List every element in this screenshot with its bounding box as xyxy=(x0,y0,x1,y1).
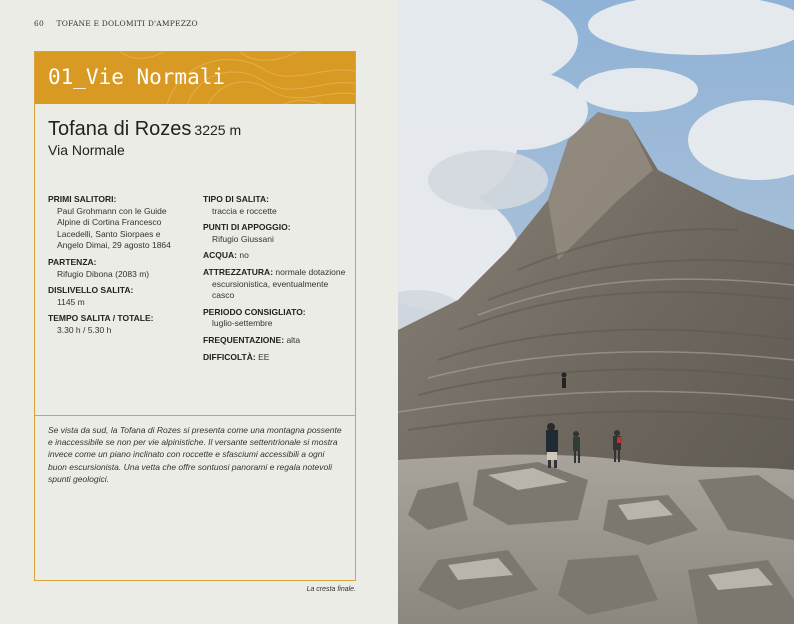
info-acqua xyxy=(203,250,353,262)
description-line: invece come un piano inclinato con roccette e sfasciumi accessibili a ogni xyxy=(48,449,325,460)
info-column-right xyxy=(203,194,353,368)
info-value-line: Rifugio Dibona (2083 m) xyxy=(57,268,150,279)
info-value-line: escursionistica, eventualmente xyxy=(212,278,329,289)
page-number: 60 xyxy=(34,19,44,28)
info-label: TIPO DI SALITA: xyxy=(203,194,269,204)
peak-name: Tofana di Rozes xyxy=(48,118,192,140)
info-value-line: Paul Grohmann con le Guide xyxy=(57,205,167,216)
info-punti-appoggio xyxy=(203,222,353,245)
info-label: FREQUENTAZIONE: xyxy=(203,334,285,345)
info-label: PUNTI DI APPOGGIO: xyxy=(203,222,291,233)
running-title: TOFANE E DOLOMITI D'AMPEZZO xyxy=(56,19,198,28)
info-label: TEMPO SALITA / TOTALE: xyxy=(48,313,154,324)
info-value-line: casco xyxy=(212,290,235,301)
info-value: no xyxy=(239,250,249,261)
info-column-left xyxy=(48,194,198,342)
info-dislivello xyxy=(48,285,198,308)
info-value-line: Rifugio Giussani xyxy=(212,233,274,244)
route-info-card xyxy=(34,51,356,581)
description-line: Se vista da sud, la Tofana di Rozes si presenta come una montagna possente xyxy=(48,425,342,435)
info-frequentazione xyxy=(203,335,353,347)
info-label: DISLIVELLO SALITA: xyxy=(48,285,134,296)
info-label: PARTENZA: xyxy=(48,256,97,267)
info-value-line: 3.30 h / 5.30 h xyxy=(57,324,112,335)
info-value-line: traccia e roccette xyxy=(212,205,277,216)
info-value: EE xyxy=(258,351,270,362)
info-label: DIFFICOLTÀ: xyxy=(203,351,256,362)
info-periodo xyxy=(203,307,353,330)
info-label: ATTREZZATURA: xyxy=(203,266,274,277)
info-attrezzatura xyxy=(203,267,353,302)
info-value: normale dotazione xyxy=(275,266,346,277)
info-label: ACQUA: xyxy=(203,250,237,261)
card-divider xyxy=(35,415,355,416)
route-description xyxy=(48,424,346,485)
info-value-line: Alpine di Cortina Francesco xyxy=(57,217,162,228)
info-tipo-salita xyxy=(203,194,353,217)
info-label: PRIMI SALITORI: xyxy=(48,194,117,204)
info-label: PERIODO CONSIGLIATO: xyxy=(203,306,306,317)
info-value-line: Angelo Dimai, 29 agosto 1864 xyxy=(57,240,171,251)
info-value: alta xyxy=(286,334,301,345)
description-line: e inaccessibile se non per vie alpinistiche. Il versante settentrionale si mostra xyxy=(48,437,338,448)
section-banner xyxy=(35,52,355,104)
description-line: buon escursionista. Una vetta che offre sontuosi panorami e regala notevoli xyxy=(48,461,332,472)
info-difficolta xyxy=(203,352,353,364)
photo-caption: La cresta finale. xyxy=(306,586,356,593)
mountain-illustration xyxy=(398,0,794,624)
info-tempo xyxy=(48,313,198,336)
info-value-line: 1145 m xyxy=(57,296,85,307)
peak-altitude: 3225 m xyxy=(194,122,242,138)
peak-heading xyxy=(48,118,241,141)
route-name: Via Normale xyxy=(48,142,125,158)
mountain-photo xyxy=(398,0,794,624)
info-value-line: Lacedelli, Santo Siorpaes e xyxy=(57,228,161,239)
section-title: 01_Vie Normali xyxy=(48,65,226,89)
info-partenza xyxy=(48,257,198,280)
description-line: spunti geologici. xyxy=(48,473,109,484)
running-head xyxy=(34,19,198,28)
info-primi-salitori xyxy=(48,194,198,252)
info-value-line: luglio-settembre xyxy=(212,318,273,329)
